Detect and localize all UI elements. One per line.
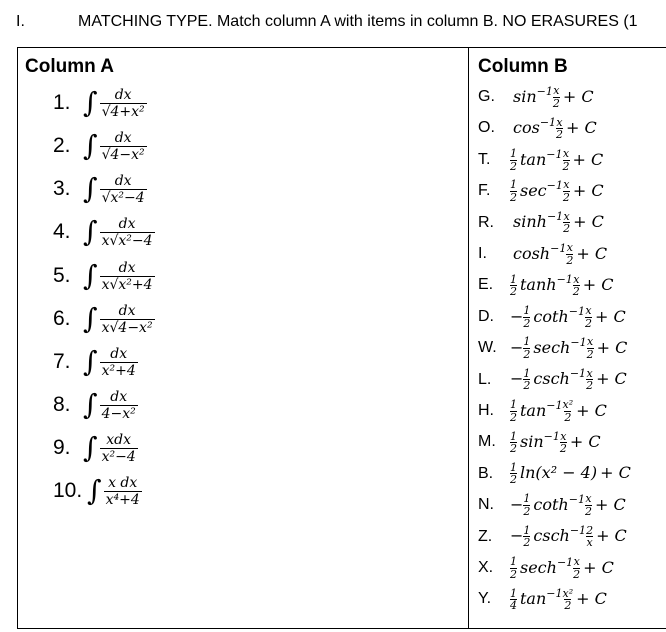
argument-numerator: x: [556, 115, 563, 129]
argument-denominator: 2: [584, 504, 592, 518]
argument-numerator: x: [586, 366, 593, 380]
column-a-item: [53, 298, 155, 340]
fraction-denominator: x√x²+4: [101, 276, 153, 293]
argument-numerator: x: [586, 335, 594, 349]
item-number: 10.: [53, 479, 83, 502]
column-b-item: [478, 396, 607, 426]
sign: −: [510, 337, 524, 357]
column-a-item: [53, 211, 155, 253]
fraction-numerator: dx: [118, 215, 136, 232]
argument-fraction: [573, 556, 580, 580]
function-name: csch: [533, 526, 570, 546]
argument-fraction: [585, 493, 592, 517]
coefficient-numerator: 1: [510, 146, 517, 160]
integral-sign-icon: ∫: [83, 345, 98, 378]
argument-fraction: [563, 588, 574, 612]
coefficient: [510, 179, 517, 203]
coefficient-numerator: 1: [510, 398, 517, 412]
fraction: [100, 130, 147, 163]
argument-denominator: 2: [566, 253, 574, 267]
item-letter: Y.: [478, 590, 492, 608]
column-b-item: [478, 459, 631, 489]
constant-term: + C: [582, 275, 614, 295]
argument-numerator: x: [566, 241, 573, 255]
column-b-item: [478, 82, 594, 112]
fraction: [100, 432, 138, 465]
coefficient-denominator: 2: [510, 285, 517, 299]
item-letter: W.: [478, 339, 497, 357]
fraction-denominator: x²+4: [101, 362, 136, 379]
argument-numerator: x: [563, 209, 570, 223]
integral-sign-icon: ∫: [83, 302, 98, 335]
argument-denominator: 2: [552, 96, 560, 110]
function-name: coth: [533, 494, 569, 514]
coefficient: [510, 588, 517, 612]
function-name: cosh: [513, 243, 551, 263]
coefficient-numerator: 1: [523, 366, 531, 380]
integral-sign-icon: ∫: [83, 259, 98, 292]
item-number: 6.: [53, 307, 71, 330]
constant-term: + C: [583, 557, 614, 577]
argument-numerator: x: [573, 555, 580, 569]
answer-expression: [510, 210, 604, 235]
argument-fraction: [563, 211, 570, 235]
item-letter: B.: [478, 464, 494, 482]
answer-expression: [510, 336, 627, 361]
argument-fraction: [586, 368, 593, 392]
fraction-denominator: x²−4: [101, 448, 136, 465]
constant-term: + C: [596, 337, 628, 357]
argument-denominator: x: [586, 536, 593, 550]
constant-term: + C: [572, 180, 604, 200]
column-a-item: [53, 427, 138, 469]
coefficient-numerator: 1: [510, 555, 517, 569]
answer-expression: [510, 367, 627, 392]
integral-sign-icon: ∫: [83, 388, 98, 421]
column-b-item: [478, 176, 604, 206]
sign: −: [510, 526, 524, 546]
instructions-header: [0, 13, 666, 37]
integral-sign-icon: ∫: [83, 172, 98, 205]
column-a-item: [53, 125, 147, 167]
coefficient-numerator: 1: [510, 586, 517, 600]
inverse-exponent: −1: [546, 398, 563, 412]
column-b-item: [478, 522, 627, 552]
argument-denominator: 2: [573, 567, 581, 581]
inverse-exponent: −1: [546, 587, 563, 601]
sign: −: [510, 494, 524, 514]
coefficient-denominator: 2: [510, 159, 517, 173]
fraction-denominator: x√4−x²: [101, 319, 153, 336]
argument-fraction: [563, 148, 570, 172]
argument-denominator: 2: [572, 285, 580, 299]
inverse-exponent: −1: [546, 178, 563, 192]
fraction: [100, 173, 147, 206]
fraction-denominator: 4−x²: [101, 405, 136, 422]
argument-numerator: x: [553, 84, 560, 98]
argument-denominator: 2: [556, 128, 564, 142]
coefficient: [510, 148, 517, 172]
coefficient: [510, 556, 517, 580]
column-a-item: [53, 82, 147, 124]
coefficient-denominator: 2: [523, 536, 531, 550]
coefficient-numerator: 1: [523, 335, 531, 349]
item-letter: Z.: [478, 527, 493, 545]
argument-fraction: [585, 305, 592, 329]
coefficient-denominator: 2: [523, 347, 531, 361]
column-b-item: [478, 270, 614, 300]
answer-expression: [510, 273, 614, 298]
argument-fraction: [553, 85, 560, 109]
item-number: 3.: [53, 177, 71, 200]
fraction-numerator: dx: [114, 129, 132, 146]
column-b-item: [478, 490, 626, 520]
argument-fraction: [560, 431, 567, 455]
column-b-item: [478, 584, 607, 614]
coefficient-numerator: 1: [523, 492, 531, 506]
item-number: 5.: [53, 264, 71, 287]
column-a-title: Column A: [25, 56, 115, 77]
inverse-exponent: −1: [568, 304, 585, 318]
argument-numerator: x: [585, 303, 592, 317]
inverse-exponent: −1: [556, 273, 573, 287]
item-number: 2.: [53, 134, 71, 157]
argument-numerator: x: [563, 178, 570, 192]
constant-term: + C: [600, 463, 631, 483]
answer-expression: [510, 462, 631, 486]
fraction: [104, 475, 142, 508]
constant-term: + C: [576, 589, 607, 609]
column-b-item: [478, 427, 601, 457]
item-letter: L.: [478, 370, 492, 388]
column-b-item: [478, 365, 627, 395]
constant-term: + C: [596, 526, 627, 546]
coefficient: [523, 368, 530, 392]
answer-expression: [510, 524, 627, 549]
coefficient: [523, 305, 530, 329]
constant-term: + C: [594, 494, 626, 514]
coefficient-denominator: 2: [523, 504, 531, 518]
function-name: ln(x² − 4): [520, 463, 598, 483]
argument-denominator: 2: [562, 190, 570, 204]
argument-fraction: [556, 117, 563, 141]
function-name: sec: [520, 180, 547, 200]
coefficient-denominator: 2: [510, 473, 517, 487]
column-divider: [468, 47, 469, 629]
answer-expression: [510, 305, 626, 330]
argument-fraction: [563, 179, 570, 203]
integral-sign-icon: ∫: [83, 215, 98, 248]
argument-numerator: 2: [586, 523, 594, 537]
coefficient: [510, 431, 517, 455]
argument-fraction: [566, 242, 573, 266]
sign: −: [510, 369, 524, 389]
fraction: [100, 346, 138, 379]
coefficient-denominator: 2: [523, 379, 531, 393]
sign: −: [510, 306, 524, 326]
fraction-numerator: dx: [110, 388, 128, 405]
item-number: 7.: [53, 350, 71, 373]
integral-sign-icon: ∫: [83, 86, 98, 119]
item-letter: E.: [478, 276, 494, 294]
coefficient-numerator: 1: [510, 460, 517, 474]
coefficient: [510, 462, 517, 486]
argument-fraction: [587, 336, 594, 360]
inverse-exponent: −1: [570, 335, 587, 349]
function-name: sin: [520, 432, 544, 452]
item-letter: R.: [478, 213, 494, 231]
argument-denominator: 2: [564, 599, 572, 613]
integral-sign-icon: ∫: [83, 431, 98, 464]
constant-term: + C: [569, 432, 601, 452]
fraction-denominator: √4−x²: [101, 146, 145, 163]
coefficient-numerator: 1: [510, 272, 517, 286]
fraction-denominator: x⁴+4: [105, 491, 140, 508]
argument-numerator: x: [573, 272, 580, 286]
argument-denominator: 2: [562, 159, 570, 173]
answer-expression: [510, 399, 607, 424]
function-name: sinh: [513, 212, 547, 232]
item-number: 9.: [53, 436, 71, 459]
inverse-exponent: −1: [569, 367, 587, 381]
fraction-numerator: dx: [110, 345, 128, 362]
inverse-exponent: −1: [546, 210, 564, 224]
column-b-title: Column B: [478, 56, 568, 77]
column-a-item: [53, 255, 155, 297]
function-name: tan: [520, 589, 547, 609]
fraction: [100, 389, 138, 422]
coefficient: [510, 274, 517, 298]
constant-term: + C: [596, 369, 627, 389]
coefficient-numerator: 1: [510, 429, 517, 443]
column-a-item: [53, 341, 138, 383]
integral-sign-icon: ∫: [87, 474, 102, 507]
coefficient-denominator: 2: [510, 567, 517, 581]
answer-expression: [510, 587, 607, 612]
coefficient: [523, 336, 530, 360]
argument-fraction: [563, 399, 574, 423]
argument-denominator: 2: [586, 347, 594, 361]
inverse-exponent: −1: [556, 555, 574, 569]
fraction: [100, 303, 155, 336]
function-name: tan: [520, 149, 547, 169]
column-b-item: [478, 239, 607, 269]
function-name: sin: [513, 86, 537, 106]
inverse-exponent: −1: [568, 492, 585, 506]
answer-expression: [510, 242, 607, 267]
argument-numerator: x: [562, 146, 570, 160]
argument-denominator: 2: [563, 222, 571, 236]
answer-expression: [510, 85, 594, 110]
column-a-item: [53, 470, 142, 512]
fraction-numerator: dx: [114, 86, 132, 103]
fraction-numerator: dx: [118, 302, 136, 319]
item-number: 4.: [53, 220, 71, 243]
item-letter: F.: [478, 182, 491, 200]
constant-term: + C: [566, 118, 597, 138]
column-b-item: [478, 553, 614, 583]
function-name: sech: [520, 557, 557, 577]
coefficient: [523, 525, 530, 549]
function-name: cos: [513, 118, 540, 138]
item-number: 1.: [53, 91, 71, 114]
answer-expression: [510, 179, 604, 204]
argument-denominator: 2: [559, 442, 567, 456]
column-a-item: [53, 384, 138, 426]
column-b-item: [478, 113, 597, 143]
coefficient-denominator: 2: [523, 316, 531, 330]
answer-expression: [510, 148, 603, 173]
coefficient-numerator: 1: [523, 303, 531, 317]
argument-denominator: 2: [564, 410, 572, 424]
constant-term: + C: [594, 306, 626, 326]
column-b-item: [478, 145, 603, 175]
item-letter: H.: [478, 402, 494, 419]
item-letter: N.: [478, 496, 494, 514]
inverse-exponent: −1: [543, 430, 560, 444]
constant-term: + C: [576, 400, 607, 420]
integral-sign-icon: ∫: [83, 129, 98, 162]
inverse-exponent: −1: [536, 84, 553, 98]
function-name: coth: [533, 306, 569, 326]
answer-expression: [510, 116, 597, 141]
column-b-item: [478, 333, 627, 363]
instruction-text: MATCHING TYPE. Match column A with items in column B. NO ERASURES (1: [78, 13, 638, 30]
function-name: sech: [533, 337, 571, 357]
fraction-denominator: √x²−4: [101, 189, 145, 206]
item-letter: T.: [478, 150, 491, 168]
argument-fraction: [586, 525, 593, 549]
fraction-numerator: x dx: [108, 474, 138, 491]
argument-denominator: 2: [584, 316, 592, 330]
argument-numerator: x²: [562, 586, 574, 600]
column-b-item: [478, 208, 604, 238]
inverse-exponent: −1: [569, 524, 587, 538]
argument-numerator: x: [560, 429, 567, 443]
coefficient-numerator: 1: [510, 178, 517, 192]
column-a-item: [53, 168, 147, 210]
answer-expression: [510, 430, 601, 455]
argument-numerator: x: [585, 492, 592, 506]
coefficient: [510, 399, 517, 423]
argument-numerator: x²: [562, 398, 574, 412]
fraction: [100, 260, 155, 293]
constant-term: + C: [576, 243, 608, 263]
function-name: csch: [533, 369, 570, 389]
item-letter: X.: [478, 559, 494, 576]
item-letter: M.: [478, 433, 496, 451]
column-b-item: [478, 302, 626, 332]
item-letter: G.: [478, 88, 495, 105]
constant-term: + C: [573, 212, 604, 232]
argument-denominator: 2: [586, 379, 594, 393]
item-letter: D.: [478, 307, 494, 325]
fraction-numerator: xdx: [106, 431, 132, 448]
fraction-denominator: √4+x²: [101, 103, 145, 120]
function-name: tanh: [520, 275, 557, 295]
inverse-exponent: −1: [546, 147, 563, 161]
constant-term: + C: [562, 86, 594, 106]
section-number: I.: [16, 13, 25, 30]
item-letter: I.: [478, 245, 487, 262]
coefficient-denominator: 2: [510, 410, 517, 424]
inverse-exponent: −1: [539, 116, 557, 130]
fraction-denominator: x√x²−4: [101, 232, 153, 249]
argument-fraction: [573, 274, 580, 298]
fraction-numerator: dx: [118, 259, 136, 276]
answer-expression: [510, 493, 626, 518]
answer-expression: [510, 556, 614, 581]
function-name: tan: [520, 400, 547, 420]
fraction-numerator: dx: [114, 172, 132, 189]
coefficient: [523, 493, 530, 517]
item-number: 8.: [53, 393, 71, 416]
fraction: [100, 216, 155, 249]
item-letter: O.: [478, 119, 495, 137]
coefficient-denominator: 4: [510, 599, 517, 613]
coefficient-denominator: 2: [510, 190, 517, 204]
coefficient-numerator: 1: [523, 523, 531, 537]
fraction: [100, 87, 147, 120]
inverse-exponent: −1: [550, 241, 567, 255]
constant-term: + C: [572, 149, 604, 169]
coefficient-denominator: 2: [510, 442, 517, 456]
